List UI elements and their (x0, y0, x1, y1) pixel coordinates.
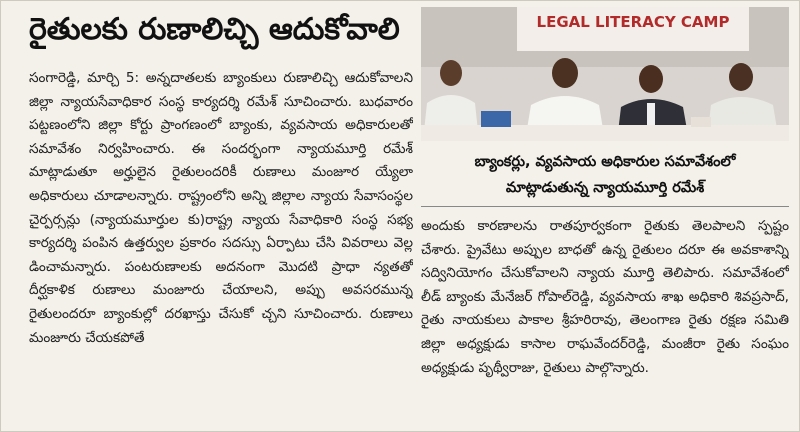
article-body-left-text: సంగారెడ్డి, మార్చి 5: అన్నదాతలకు బ్యాంకులు రుణాలిచ్చి ఆదుకోవాలని జిల్లా న్యాయసేవాధికార సంస్థ కార్యదర్శి రమేశ్ సూచించారు. బుధవారం పట్టణంలోని జిల్లా కోర్టు ప్రాంగణంలో బ్యాంకు, వ్యవసాయ అధికారులతో సమావేశం నిర్వహించారు. ఈ సందర్భంగా న్యాయమూర్తి రమేశ్ మాట్లాడుతూ అర్హులైన రైతులందరికీ రుణాలు మంజూర య్యేలా అధికారులు చూడాలన్నారు. రాష్ట్రంలోని అన్ని జిల్లాల న్యాయ సేవాసంస్థల చైర్పర్సన్లు (న్యాయమూర్తుల కు)రాష్ట్ర న్యాయ సేవాధికారి సంస్థ సభ్య కార్యదర్శి పంపిన ఉత్తర్వుల ప్రకారం సదస్సు ఏర్పాటు చేసి వివరాలు వెల్ల డించామన్నారు. పంటరుణాలకు అదనంగా మొదటి ప్రాధా న్యతతో దీర్ఘకాళిక రుణాలు మంజూరు చేయాలని, అప్పు అవసరమున్న రైతులందరూ బ్యాంకుల్లో దరఖాస్తు చేసుకో చ్చని సూచించారు. రుణాలు మంజూరు చేయకపోతే (29, 70, 413, 346)
article-body-right-column (421, 215, 789, 425)
article-body-left-column (29, 67, 413, 429)
photo-caption-line-2: మాట్లాడుతున్న న్యాయమూర్తి రమేశ్ (505, 180, 705, 196)
article-body-right-text: అందుకు కారణాలను రాతపూర్వకంగా రైతుకు తెలపాలని స్పష్టం చేశారు. ప్రైవేటు అప్పుల బాధతో ఉన్న రైతులం దరూ ఈ అవకాశాన్ని సద్వినియోగం చేసుకోవాలని న్యాయ మూర్తి తెలిపారు. సమావేశంలో లీడ్ బ్యాంకు మేనేజర్ గోపాల్‌రెడ్డి, వ్యవసాయ శాఖ అధికారి శివప్రసాద్, రైతు నాయకులు పాకాల శ్రీహరిరావు, తెలంగాణ రైతు రక్షణ సమితి జిల్లా అధ్యక్షుడు కాసాల రాఘవేందర్‌రెడ్డి, మంజీరా రైతు సంఘం అధ్యక్షుడు పృథ్వీరాజు, రైతులు పాల్గొన్నారు. (421, 218, 789, 376)
table-cloth (421, 125, 789, 141)
article-headline: రైతులకు రుణాలిచ్చి ఆదుకోవాలి (29, 12, 400, 47)
banner-text: LEGAL LITERACY CAMP (536, 13, 730, 31)
news-photo (421, 7, 789, 141)
photo-caption-line-1: బ్యాంకర్లు, వ్యవసాయ అధికారుల సమావేశంలో (474, 154, 736, 170)
meeting-photo-illustration (421, 7, 789, 141)
photo-caption (421, 145, 789, 207)
